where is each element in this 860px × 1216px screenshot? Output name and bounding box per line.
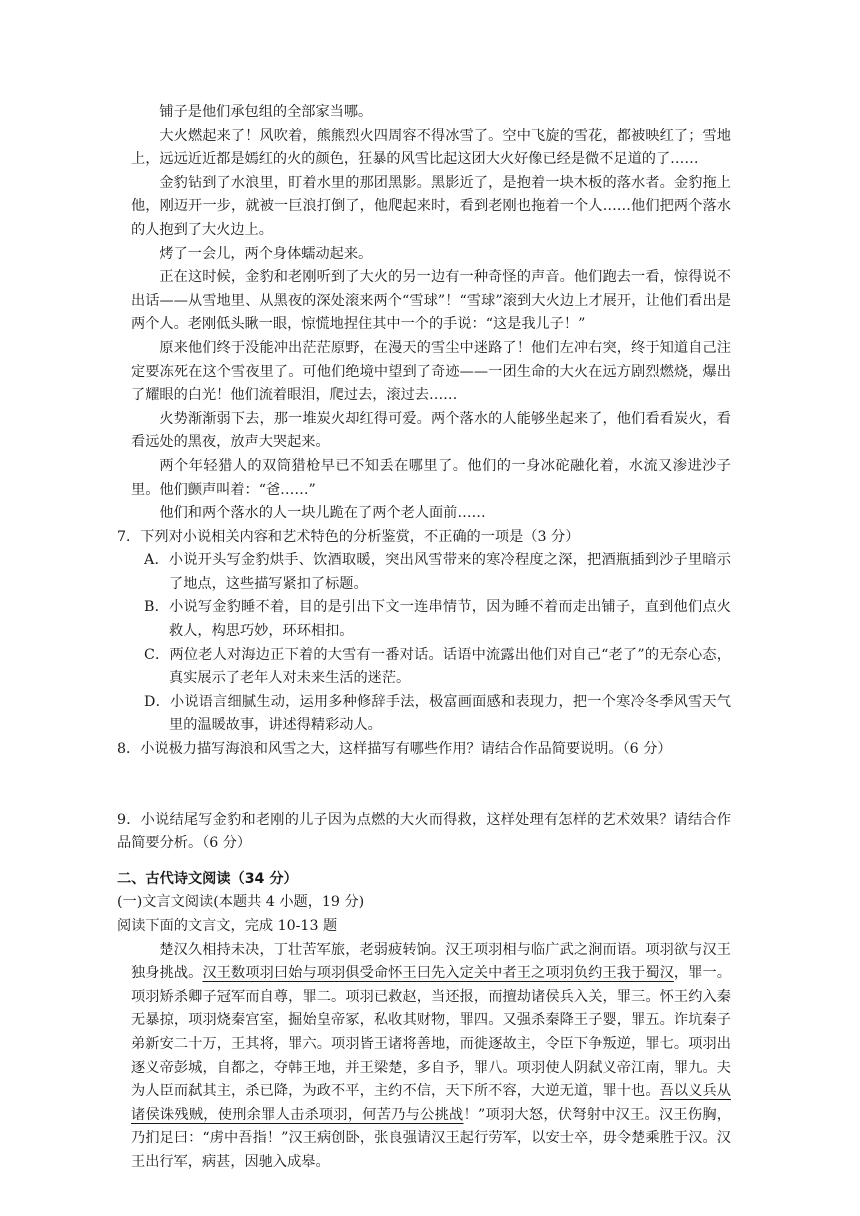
question-7-option-a: A．小说开头写金豹烘手、饮酒取暖，突出风雪带来的寒冷程度之深，把酒瓶插到沙子里暗示了地点，这些描写紧扣了标题。 <box>144 552 731 592</box>
question-9: 9．小说结尾写金豹和老刚的儿子因为点燃的大火而得救，这样处理有怎样的艺术效果？请结合作品简要分析。（6 分） <box>117 811 731 852</box>
story-paragraph: 金豹钻到了水浪里，盯着水里的那团黑影。黑影近了，是抱着一块木板的落水者。金豹拖上他，刚迈开一步，就被一巨浪打倒了，他爬起来时，看到老刚也拖着一个人……他们把两个落水的人抱到了大火边上。 <box>131 174 731 238</box>
instruction: 阅读下面的文言文，完成 10-13 题 <box>117 918 338 934</box>
question-7-option-d: D．小说语言细腻生动，运用多种修辞手法，极富画面感和表现力，把一个寒冷冬季风雪天气里的温暖故事，讲述得精彩动人。 <box>144 693 731 734</box>
question-7: 7．下列对小说相关内容和艺术特色的分析鉴赏，不正确的一项是（3 分） <box>117 528 580 545</box>
section-heading: 二、古代诗文阅读（34 分） <box>117 870 298 887</box>
subsection-heading: (一)文言文阅读(本题共 4 小题，19 分) <box>117 894 365 911</box>
question-7-option-b: B．小说写金豹睡不着，目的是引出下文一连串情节，因为睡不着而走出铺子，直到他们点火救人，构思巧妙，环环相扣。 <box>144 599 731 640</box>
classical-text <box>131 939 731 1175</box>
classical-text-part: ！”项羽大怒，伏弩射中汉王。汉王伤胸，乃扪足曰：“虏中吾指！”汉王病创卧，张良强请汉王起行劳军，以安士卒，毋令楚乘胜于汉。汉王出行军，病甚，因驰入成皋。 <box>131 1106 731 1170</box>
story-excerpt <box>117 101 731 1175</box>
underlined-sentence: 吾以义兵从诸侯诛残贼，使刑余罪人击杀项羽，何苦乃与公挑战 <box>131 1083 731 1123</box>
question-7-option-c: C．两位老人对海边正下着的大雪有一番对话。话语中流露出他们对自己“老了”的无奈心态，真实展示了老年人对未来生活的迷茫。 <box>144 646 731 687</box>
story-paragraph: 火势渐渐弱下去，那一堆炭火却红得可爱。两个落水的人能够坐起来了，他们看看炭火，看看远处的黑夜，放声大哭起来。 <box>131 410 731 451</box>
question-8: 8．小说极力描写海浪和风雪之大，这样描写有哪些作用？请结合作品简要说明。（6 分） <box>117 741 672 758</box>
story-paragraph: 烤了一会儿，两个身体蠕动起来。 <box>159 245 373 262</box>
story-paragraph: 大火燃起来了！风吹着，熊熊烈火四周容不得冰雪了。空中飞旋的雪花，都被映红了；雪地上，远远近近都是嫣红的火的颜色，狂暴的风雪比起这团大火好像已经是微不足道的了…… <box>131 127 731 168</box>
story-paragraph: 两个年轻猎人的双筒猎枪早已不知丢在哪里了。他们的一身冰砣融化着，水流又渗进沙子里。他们颤声叫着：“爸……” <box>131 457 731 498</box>
classical-text-part: 楚汉久相持未决，丁壮苦军旅，老弱疲转饷。汉王项羽相与临广武之涧而语。项羽欲与汉王独身挑战。 <box>131 941 731 982</box>
answer-space <box>131 856 731 868</box>
classical-text-part: ，罪一。项羽矫杀卿子冠军而自尊，罪二。项羽已救赵，当还报，而擅劫诸侯兵入关，罪三。怀王约入秦无暴掠，项羽烧秦宫室，掘始皇帝冢，私收其财物，罪四。又强杀秦降王子婴，罪五。诈坑秦子弟新安二十万，王其将，罪六。项羽皆王诸将善地，而徙逐故主，令臣下争叛逆，罪七。项羽出逐义帝彭城，自都之，夺韩王地，并王梁楚，多自予，罪八。项羽使人阴弑义帝江南，罪九。夫为人臣而弑其主，杀已降，为政不平，主约不信，天下所不容，大逆无道，罪十也。 <box>131 965 731 1100</box>
story-paragraph: 铺子是他们承包组的全部家当哪。 <box>159 104 373 120</box>
underlined-sentence: 汉王数项羽曰始与项羽俱受命怀王曰先入定关中者王之项羽负约王我于蜀汉 <box>202 965 674 982</box>
answer-space <box>131 762 731 809</box>
story-paragraph: 正在这时候，金豹和老刚听到了大火的另一边有一种奇怪的声音。他们跑去一看，惊得说不出话——从雪地里、从黑夜的深处滚来两个“雪球”！“雪球”滚到大火边上才展开，让他们看出是两个人。老刚低头瞅一眼，惊慌地捏住其中一个的手说：“这是我儿子！” <box>131 269 731 333</box>
story-paragraph: 原来他们终于没能冲出茫茫原野，在漫天的雪尘中迷路了！他们左冲右突，终于知道自己注定要冻死在这个雪夜里了。可他们绝境中望到了奇迹——一团生命的大火在远方剧烈燃烧，爆出了耀眼的白光！他们流着眼泪，爬过去，滚过去…… <box>131 339 731 404</box>
story-paragraph: 他们和两个落水的人一块儿跪在了两个老人面前…… <box>159 505 486 522</box>
